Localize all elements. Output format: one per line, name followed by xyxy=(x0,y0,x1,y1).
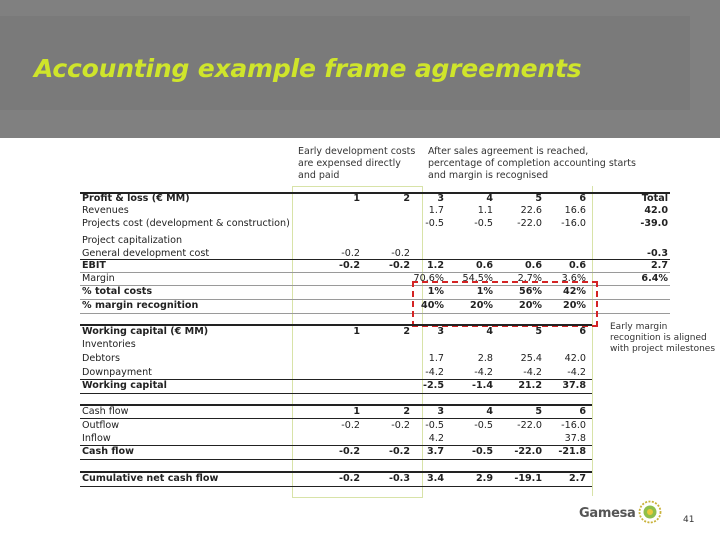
wc-header: Working capital (€ MM) xyxy=(82,326,209,337)
wc-col: 3 xyxy=(437,326,444,337)
cell: 1% xyxy=(427,286,444,297)
cell: 0.6 xyxy=(476,260,493,271)
divider xyxy=(80,393,592,394)
cell: -0.2 xyxy=(339,473,360,484)
cell: -21.8 xyxy=(558,446,586,457)
cell: 1.2 xyxy=(427,260,444,271)
cell: -2.5 xyxy=(423,380,444,391)
working-capital-label: Working capital xyxy=(82,380,167,391)
note-after-sales xyxy=(428,146,636,182)
margin-recognition-label: % margin recognition xyxy=(82,300,199,311)
cell: 54.5% xyxy=(462,273,493,284)
divider xyxy=(80,486,592,487)
capitalization-label: Project capitalization xyxy=(82,235,183,246)
revenues-label: Revenues xyxy=(82,205,129,216)
page-number: 41 xyxy=(683,515,695,525)
inflow-label: Inflow xyxy=(82,433,111,444)
cell: 70.6% xyxy=(413,273,444,284)
cell: 20% xyxy=(563,300,586,311)
cell: 3.7 xyxy=(427,446,444,457)
cell: -0.5 xyxy=(474,420,493,431)
gamesa-sun-icon xyxy=(638,500,662,524)
cf-col: 5 xyxy=(535,406,542,417)
cell: -0.5 xyxy=(472,446,493,457)
note-line: and paid xyxy=(298,170,340,181)
cumulative-cash-flow-label: Cumulative net cash flow xyxy=(82,473,219,484)
note-line: Early margin xyxy=(610,322,668,332)
cell: 2.9 xyxy=(476,473,493,484)
projects-cost-label: Projects cost (development & construction) xyxy=(82,218,290,229)
note-early-costs xyxy=(298,146,415,182)
cf-col: 4 xyxy=(486,406,493,417)
cell: 20% xyxy=(519,300,542,311)
cell-total: 2.7 xyxy=(651,260,668,271)
cell: 4.2 xyxy=(428,433,444,444)
cell: -0.2 xyxy=(339,260,360,271)
cf-header: Cash flow xyxy=(82,406,129,417)
cell: 56% xyxy=(519,286,542,297)
pl-col: 6 xyxy=(579,193,586,204)
cell: 2.7% xyxy=(517,273,542,284)
cell: 37.8 xyxy=(564,433,586,444)
note-line: with project milestones xyxy=(610,344,716,354)
margin-recognition-highlight xyxy=(412,281,598,327)
note-early-margin xyxy=(610,322,715,355)
cell: -0.2 xyxy=(391,248,410,259)
cell: 1.7 xyxy=(428,353,444,364)
cell: 42% xyxy=(563,286,586,297)
inventories-label: Inventories xyxy=(82,339,136,350)
cf-col: 1 xyxy=(353,406,360,417)
wc-col: 6 xyxy=(579,326,586,337)
pl-col: 2 xyxy=(403,193,410,204)
total-column-divider xyxy=(592,186,593,496)
cell-total: 42.0 xyxy=(644,205,668,216)
cell: -4.2 xyxy=(425,367,444,378)
total-costs-label: % total costs xyxy=(82,286,153,297)
pl-col: 1 xyxy=(353,193,360,204)
cell: 0.6 xyxy=(525,260,542,271)
cell: -22.0 xyxy=(514,446,542,457)
note-line: are expensed directly xyxy=(298,158,401,169)
cell: 2.8 xyxy=(477,353,493,364)
cell: 3.6% xyxy=(561,273,586,284)
pl-col: 3 xyxy=(437,193,444,204)
cell: -0.2 xyxy=(391,420,410,431)
cf-col: 6 xyxy=(579,406,586,417)
cell: -0.2 xyxy=(339,446,360,457)
wc-col: 4 xyxy=(486,326,493,337)
cell: -0.2 xyxy=(389,446,410,457)
cell: -4.2 xyxy=(474,367,493,378)
cell-total: -39.0 xyxy=(640,218,668,229)
wc-col: 2 xyxy=(403,326,410,337)
note-line: recognition is aligned xyxy=(610,333,707,343)
note-line: percentage of completion accounting starts xyxy=(428,158,636,169)
cell: -22.0 xyxy=(517,420,542,431)
cell: -16.0 xyxy=(561,420,586,431)
title-bar xyxy=(0,16,690,110)
cell: -0.5 xyxy=(425,420,444,431)
cell: 40% xyxy=(421,300,444,311)
cell: -19.1 xyxy=(514,473,542,484)
cell-total: -0.3 xyxy=(647,248,668,259)
cell: 1% xyxy=(476,286,493,297)
cell: -1.4 xyxy=(472,380,493,391)
cell: -0.3 xyxy=(389,473,410,484)
cell-total: 6.4% xyxy=(641,273,668,284)
pl-col: 4 xyxy=(486,193,493,204)
cell: -16.0 xyxy=(561,218,586,229)
margin-label: Margin xyxy=(82,273,115,284)
divider xyxy=(80,418,592,419)
cell: -4.2 xyxy=(567,367,586,378)
cell: 42.0 xyxy=(564,353,586,364)
cell: -0.2 xyxy=(341,248,360,259)
cell: -4.2 xyxy=(523,367,542,378)
cell: 1.7 xyxy=(428,205,444,216)
gdc-label: General development cost xyxy=(82,248,210,259)
cf-col: 3 xyxy=(437,406,444,417)
cell: 3.4 xyxy=(427,473,444,484)
cash-flow-label: Cash flow xyxy=(82,446,134,457)
cell: -0.5 xyxy=(425,218,444,229)
page-title: Accounting example frame agreements xyxy=(34,54,582,83)
note-line: Early development costs xyxy=(298,146,416,157)
company-logo: Gamesa xyxy=(579,506,636,521)
cf-col: 2 xyxy=(403,406,410,417)
pl-col: 5 xyxy=(535,193,542,204)
cell: -0.5 xyxy=(474,218,493,229)
cell: -0.2 xyxy=(341,420,360,431)
cell: -0.2 xyxy=(389,260,410,271)
cell: 2.7 xyxy=(569,473,586,484)
wc-col: 5 xyxy=(535,326,542,337)
note-line: and margin is recognised xyxy=(428,170,549,181)
pl-header: Profit & loss (€ MM) xyxy=(82,193,190,204)
pl-col-total: Total xyxy=(641,193,668,204)
outflow-label: Outflow xyxy=(82,420,120,431)
cell: 16.6 xyxy=(564,205,586,216)
downpayment-label: Downpayment xyxy=(82,367,152,378)
cell: -22.0 xyxy=(517,218,542,229)
cell: 25.4 xyxy=(520,353,542,364)
note-line: After sales agreement is reached, xyxy=(428,146,589,157)
cell: 37.8 xyxy=(562,380,586,391)
cell: 0.6 xyxy=(569,260,586,271)
cell: 22.6 xyxy=(520,205,542,216)
cell: 1.1 xyxy=(477,205,493,216)
ebit-label: EBIT xyxy=(82,260,106,271)
cell: 21.2 xyxy=(518,380,542,391)
cell: 20% xyxy=(470,300,493,311)
wc-col: 1 xyxy=(353,326,360,337)
debtors-label: Debtors xyxy=(82,353,120,364)
divider xyxy=(80,459,592,460)
